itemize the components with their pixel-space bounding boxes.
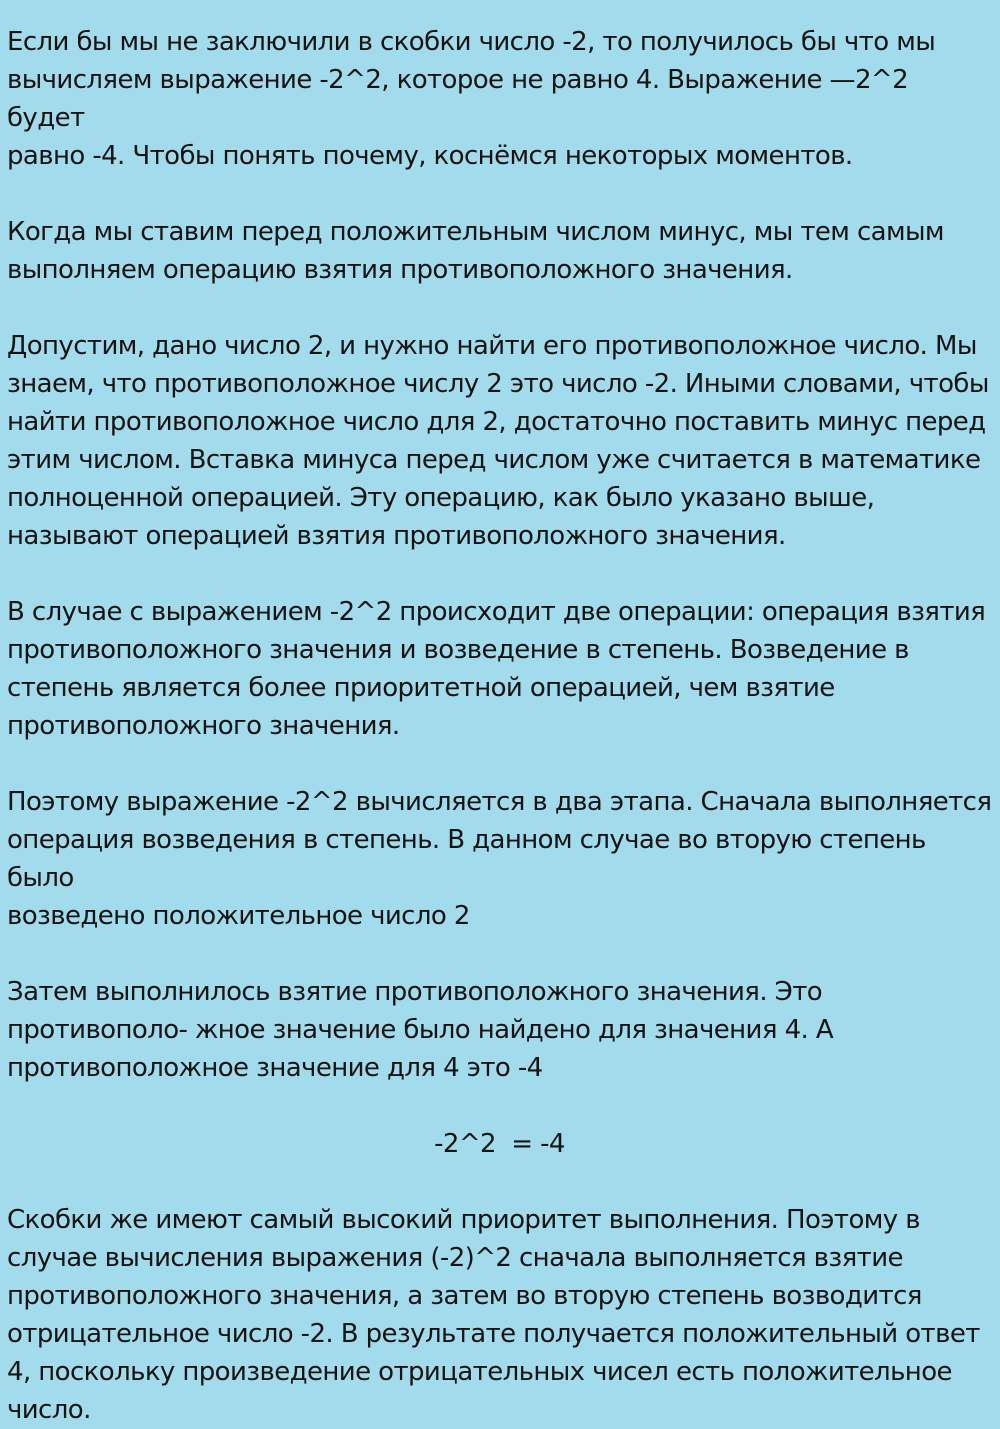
paragraph-parentheses-intro: Если бы мы не заключили в скобки число -2, то получилось бы что мы вычисляем выражение -2^2, которое не равно 4. Выражение —2^2 будет равно -4. Чтобы понять почему, коснёмся некоторых моментов. [7, 27, 936, 171]
paragraph-parentheses-priority: Скобки же имеют самый высокий приоритет выполнения. Поэтому в случае вычисления выражения (-2)^2 сначала выполняется взятие противоположного значения, а затем во вторую степень возводится отрицательное число -2. В результате получается положительный ответ 4, поскольку произведение отрицательных чисел есть положительное число. [7, 1205, 980, 1425]
paragraph-two-operations: В случае с выражением -2^2 происходит две операции: операция взятия противоположного значения и возведение в степень. Возведение в степень является более приоритетной операцией, чем взятие противоположного значения. [7, 597, 986, 741]
paragraph-opposite-number-example: Допустим, дано число 2, и нужно найти его противоположное число. Мы знаем, что противоположное числу 2 это число -2. Иными словами, чтобы найти противоположное число для 2, достаточно поставить минус перед этим числом. Вставка минуса перед числом уже считается в математике полноценной операцией. Эту операцию, как было указано выше, называют операцией взятия противоположного значения. [7, 331, 989, 551]
formula-line: -2^2 = -4 [434, 1129, 565, 1159]
paragraph-negation-operation: Когда мы ставим перед положительным числом минус, мы тем самым выполняем операцию взятия противоположного значения. [7, 217, 944, 285]
paragraph-two-steps: Поэтому выражение -2^2 вычисляется в два этапа. Сначала выполняется операция возведения в степень. В данном случае во вторую степень было возведено положительное число 2 [7, 787, 992, 931]
paragraph-negation-step: Затем выполнилось взятие противоположного значения. Это противополо- жное значение было найдено для значения 4. А противоположное значение для 4 это -4 [7, 977, 834, 1083]
